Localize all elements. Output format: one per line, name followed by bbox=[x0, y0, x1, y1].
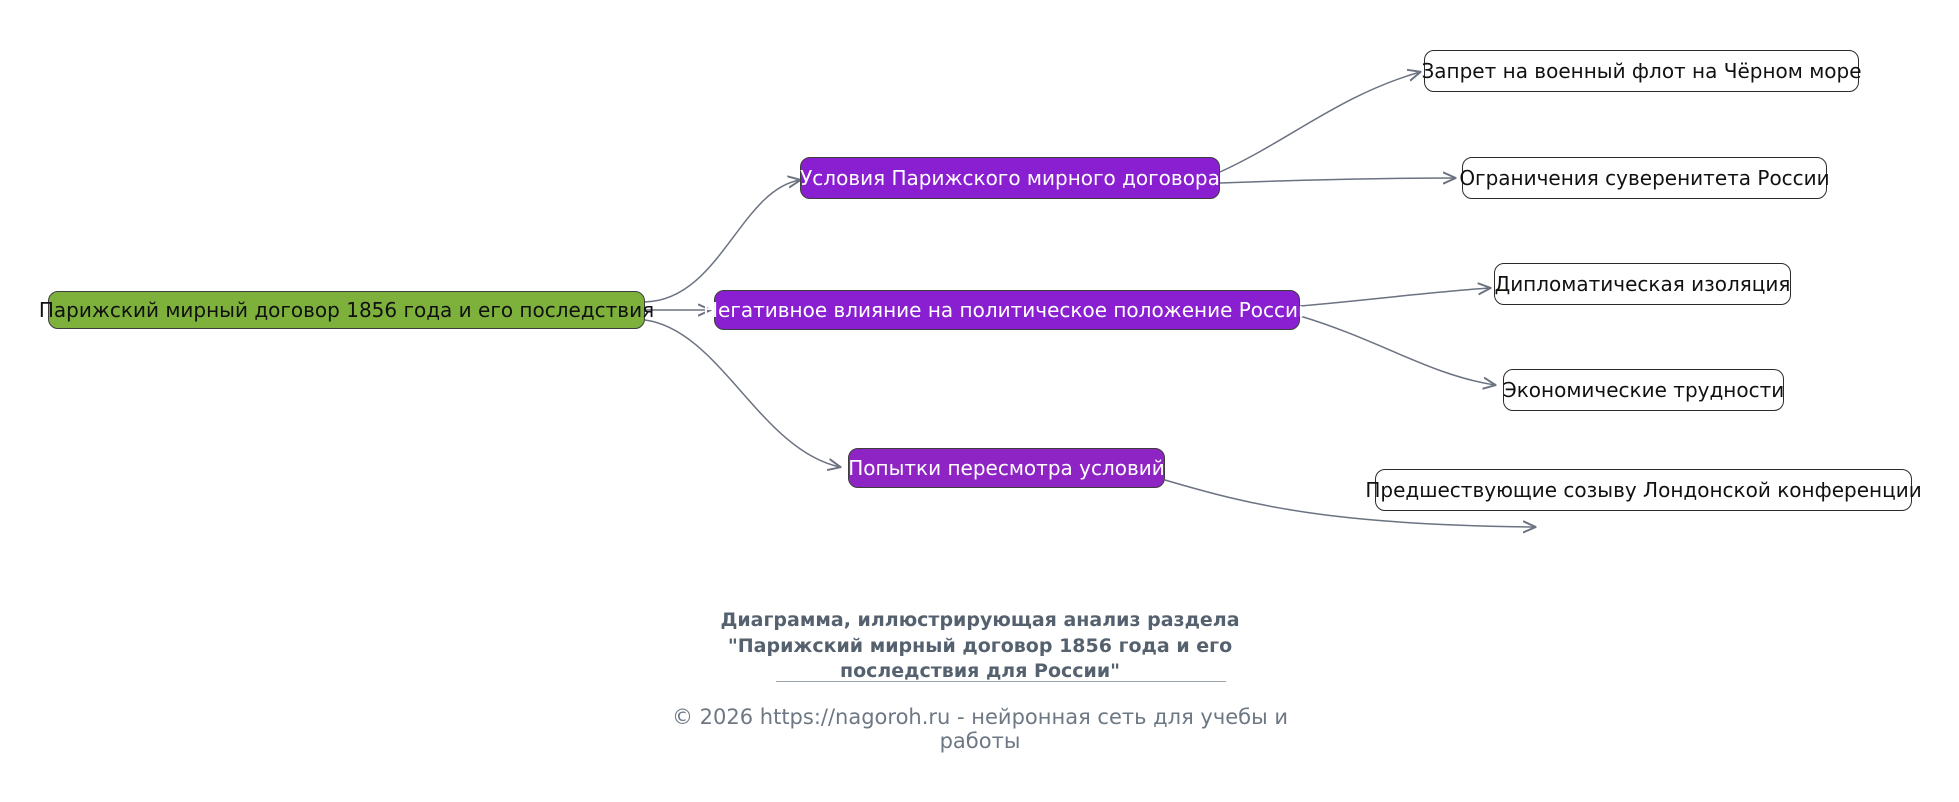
edge-branch-1-leaf-2 bbox=[1220, 178, 1455, 183]
node-root-label: Парижский мирный договор 1856 года и его последствия bbox=[38, 298, 655, 322]
edge-branch-2-leaf-1 bbox=[1300, 288, 1490, 306]
diagram-caption bbox=[630, 608, 1330, 685]
node-branch-negative-impact[interactable] bbox=[702, 290, 1312, 330]
edge-root-branch-1 bbox=[645, 180, 800, 302]
node-leaf-diplomatic-isolation-label: Дипломатическая изоляция bbox=[1494, 272, 1791, 296]
node-root[interactable] bbox=[38, 291, 655, 329]
node-leaf-sovereignty-limits-label: Ограничения суверенитета России bbox=[1459, 166, 1830, 190]
edge-branch-1-leaf-1 bbox=[1220, 72, 1420, 172]
caption-line-2: "Парижский мирный договор 1856 года и его bbox=[727, 634, 1233, 657]
node-leaf-black-sea-fleet-ban-label: Запрет на военный флот на Чёрном море bbox=[1421, 59, 1862, 83]
node-leaf-london-conference[interactable] bbox=[1365, 469, 1922, 511]
node-leaf-economic-difficulties-label: Экономические трудности bbox=[1502, 378, 1785, 402]
node-leaf-diplomatic-isolation[interactable] bbox=[1494, 263, 1791, 305]
node-branch-revision-attempts[interactable] bbox=[848, 448, 1165, 488]
node-leaf-london-conference-label: Предшествующие созыву Лондонской конференции bbox=[1365, 478, 1922, 502]
caption-line-3: последствия для России" bbox=[839, 660, 1121, 683]
node-leaf-sovereignty-limits[interactable] bbox=[1459, 157, 1830, 199]
node-branch-conditions[interactable] bbox=[800, 157, 1220, 199]
edge-root-branch-3 bbox=[645, 320, 840, 467]
caption-divider bbox=[776, 681, 1226, 682]
edge-branch-2-leaf-2 bbox=[1300, 316, 1495, 385]
caption-line-1: Диаграмма, иллюстрирующая анализ раздела bbox=[720, 609, 1240, 631]
node-branch-revision-attempts-label: Попытки пересмотра условий bbox=[848, 456, 1165, 480]
node-branch-conditions-label: Условия Парижского мирного договора bbox=[800, 166, 1220, 190]
node-branch-negative-impact-label: Негативное влияние на политическое положение России bbox=[702, 298, 1312, 322]
node-leaf-black-sea-fleet-ban[interactable] bbox=[1421, 50, 1862, 92]
footer-credit bbox=[630, 705, 1330, 753]
footer-credit-text: © 2026 https://nagoroh.ru - нейронная сеть для учебы и работы bbox=[671, 705, 1289, 753]
node-leaf-economic-difficulties[interactable] bbox=[1503, 369, 1784, 411]
